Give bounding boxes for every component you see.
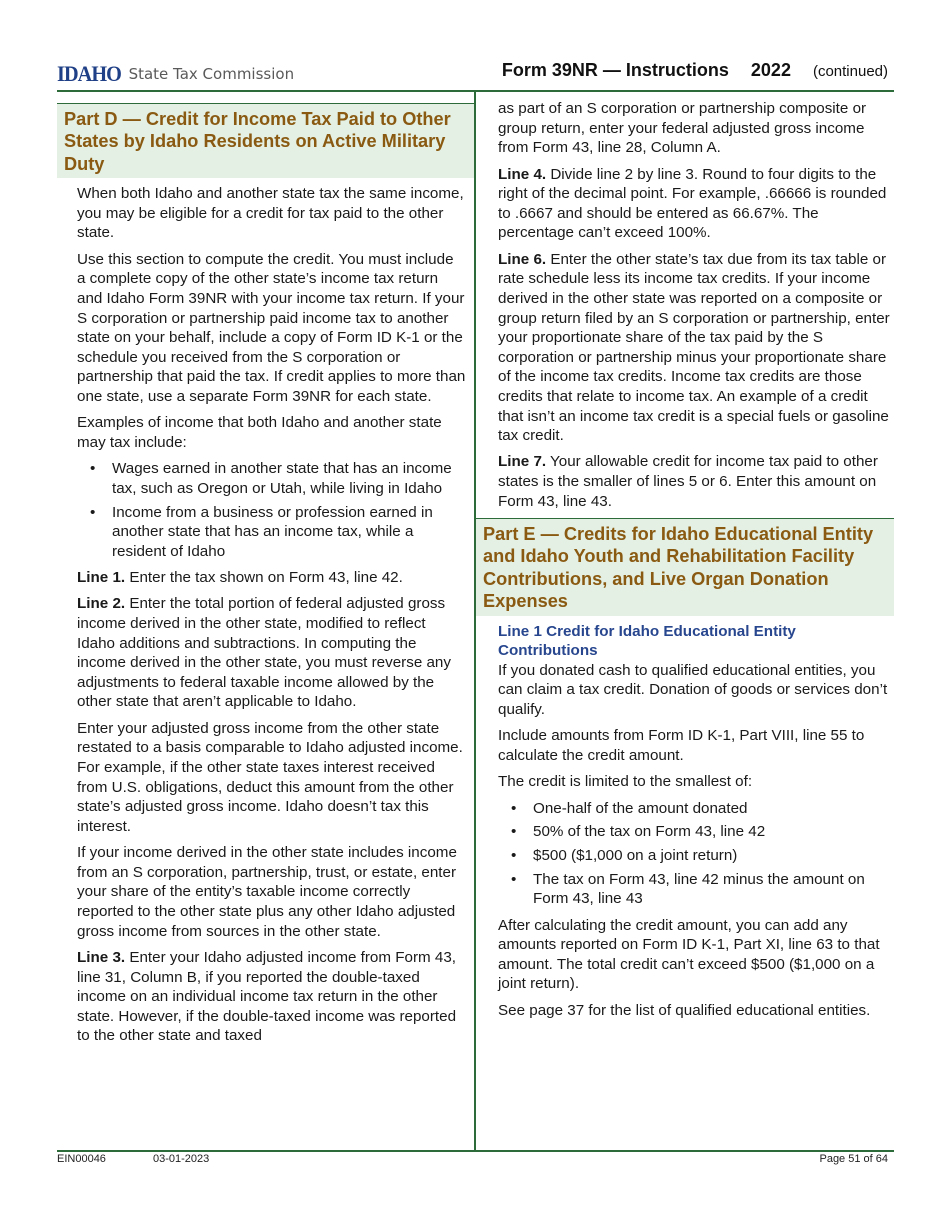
paragraph: After calculating the credit amount, you can add any amounts reported on Form ID K-1, Part XI, line 63 to that amount. The total credit can’t exceed $500 ($1,000 on a joint return). xyxy=(498,916,880,993)
list-item: • Income from a business or profession earned in another state that has an income tax, while a resident of Idaho xyxy=(77,503,466,562)
paragraph: If you donated cash to qualified educational entities, you can claim a tax credit. Donation of goods or services don’t qualify. xyxy=(498,661,888,719)
line-4-instruction xyxy=(498,165,894,243)
line-text: Enter the other state’s tax due from its tax table or rate schedule less its income tax credits. If your income derived in the other state was reported on a composite or group return filed by an S corporation or partnership, enter your proportionate share of the tax paid by the S corporation or partnership minus your proportionate share of the income tax credits. Income tax credits are those credits that relate to income tax. An example of a credit that isn’t an income tax credit is a special fuels or gasoline tax credit. xyxy=(498,250,890,445)
line-text: Enter the tax shown on Form 43, line 42. xyxy=(125,569,403,587)
right-column xyxy=(476,99,894,1027)
paragraph: as part of an S corporation or partnership composite or group return, enter your federal adjusted gross income from Form 43, line 28, Column A. xyxy=(498,100,867,157)
line-2-instruction xyxy=(77,594,466,712)
paragraph: See page 37 for the list of qualified educational entities. xyxy=(498,1001,871,1019)
line-label: Line 3. xyxy=(77,948,126,966)
paragraph: If your income derived in the other state includes income from an S corporation, partnership, trust, or estate, enter your share of the entity’s taxable income correctly reported to the other state plus any other Idaho adjusted gross income from sources in the other state. xyxy=(77,844,457,940)
line-label: Line 6. xyxy=(498,250,547,268)
page-header xyxy=(502,60,888,81)
line-3-instruction xyxy=(77,948,466,1046)
line-6-instruction xyxy=(498,250,894,446)
sub-heading: Line 1 Credit for Idaho Educational Entity Contributions xyxy=(498,622,796,660)
form-title: Form 39NR — Instructions xyxy=(501,60,729,80)
line-text: Divide line 2 by line 3. Round to four digits to the right of the decimal point. For example, .66666 is rounded to .6667 and should be entered as 66.67%. The percentage can’t exceed 100%. xyxy=(498,165,887,242)
tax-year: 2022 xyxy=(750,60,791,80)
document-id: EIN00046 xyxy=(57,1153,106,1165)
part-e-heading: Part E — Credits for Idaho Educational Entity and Idaho Youth and Rehabilitation Facility Contributions, and Live Organ Donation Expenses xyxy=(476,518,894,616)
paragraph: Examples of income that both Idaho and another state may tax include: xyxy=(77,414,442,451)
line-1-instruction xyxy=(77,568,466,588)
credit-limits-list xyxy=(498,799,894,909)
part-d-heading: Part D — Credit for Income Tax Paid to Other States by Idaho Residents on Active Military Duty xyxy=(57,103,474,178)
list-item: • The tax on Form 43, line 42 minus the amount on Form 43, line 43 xyxy=(498,870,894,909)
paragraph: Include amounts from Form ID K-1, Part VIII, line 55 to calculate the credit amount. xyxy=(498,727,865,765)
left-column xyxy=(57,103,474,1053)
line-label: Line 7. xyxy=(498,453,547,471)
income-examples-list xyxy=(77,459,466,561)
list-item: • Wages earned in another state that has an income tax, such as Oregon or Utah, while living in Idaho xyxy=(77,459,466,498)
paragraph: Use this section to compute the credit. You must include a complete copy of the other state’s income tax return and Idaho Form 39NR with your income tax return. If your S corporation or partnership paid income tax to another state on your behalf, include a copy of Form ID K-1 or the schedule you received from the S corporation or partnership that paid the tax. If credit applies to more than one state, use a separate Form 39NR for each state. xyxy=(77,250,466,405)
line-label: Line 2. xyxy=(77,595,126,613)
line-7-instruction xyxy=(498,452,894,511)
paragraph: When both Idaho and another state tax the same income, you may be eligible for a credit for tax paid to the other state. xyxy=(77,185,464,242)
list-item: • One-half of the amount donated xyxy=(498,799,894,819)
line-text: Enter the total portion of federal adjusted gross income derived in the other state, modified to reflect Idaho additions and subtractions. In computing the income derived in the other state, you must reverse any adjustments to federal taxable income allowed by the other state that aren’t applicable to Idaho. xyxy=(77,595,451,711)
idaho-logo-mark: IDAHO xyxy=(57,61,121,86)
line-label: Line 4. xyxy=(498,165,547,183)
line-text: Enter your Idaho adjusted income from Form 43, line 31, Column B, if you reported the double-taxed income on an individual income tax return in the other state. However, if the double-taxed income was reported to the other state and taxed xyxy=(77,948,457,1045)
list-item: • 50% of the tax on Form 43, line 42 xyxy=(498,822,894,842)
agency-logo xyxy=(57,62,294,86)
agency-name: State Tax Commission xyxy=(128,65,295,83)
footer-rule xyxy=(57,1150,894,1152)
page-number: Page 51 of 64 xyxy=(819,1153,888,1165)
continued-label: (continued) xyxy=(812,63,888,80)
line-label: Line 1. xyxy=(77,569,126,587)
line-text: Your allowable credit for income tax paid to other states is the smaller of lines 5 or 6. Enter this amount on Form 43, line 43. xyxy=(498,453,878,510)
revision-date: 03-01-2023 xyxy=(153,1153,210,1165)
paragraph: Enter your adjusted gross income from the other state restated to a basis comparable to Idaho adjusted income. For example, if the other state taxes interest received from U.S. obligations, deduct this amount from the other state’s adjusted gross income. Idaho doesn’t tax this interest. xyxy=(77,719,463,835)
list-item: • $500 ($1,000 on a joint return) xyxy=(498,846,894,866)
paragraph: The credit is limited to the smallest of: xyxy=(498,773,753,791)
